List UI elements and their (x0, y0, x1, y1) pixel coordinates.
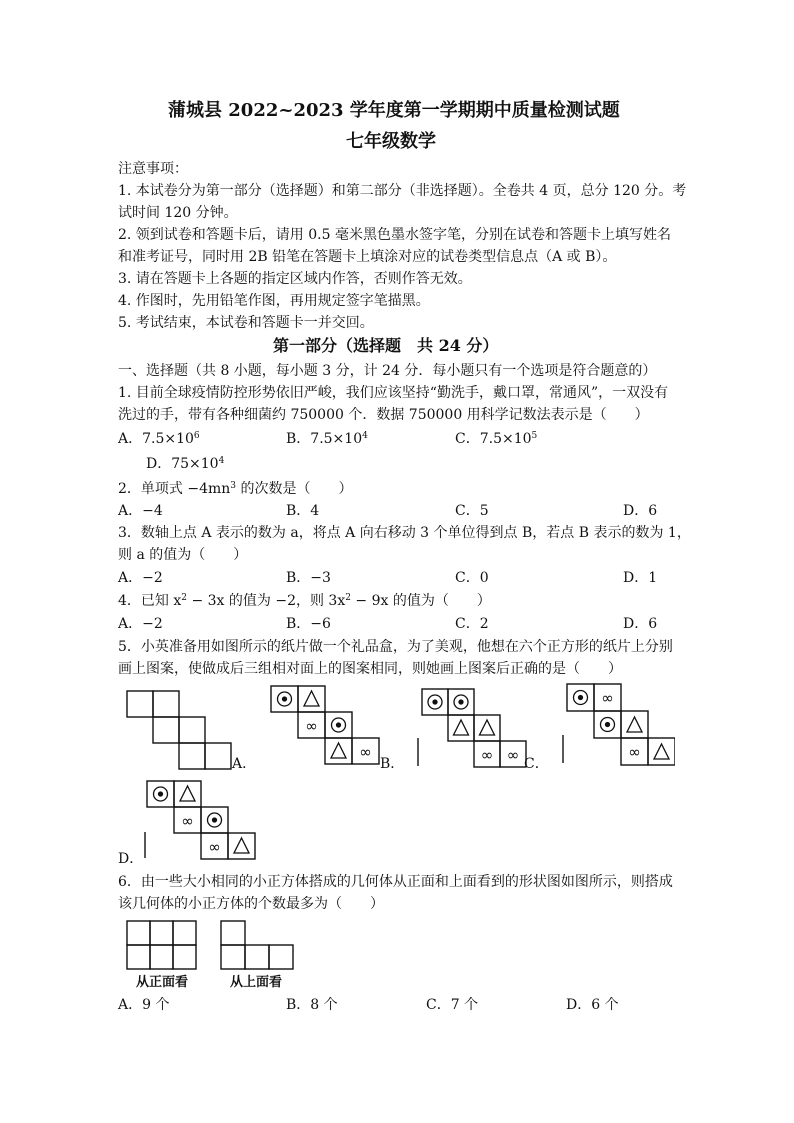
part1-instruction: 一、选择题（共 8 小题，每小题 3 分，计 24 分．每小题只有一个选项是符合题意的） (118, 363, 657, 379)
triangle-icon (480, 720, 495, 735)
q4-option-d: D．6 (623, 616, 658, 632)
q5-option-d-net-top (560, 683, 675, 767)
q2-option-c: C．5 (455, 503, 489, 519)
q1-option-a: A．$7.5\times 10^6$ (118, 431, 200, 447)
notice-line: 3. 请在答题卡上各题的指定区域内作答，否则作答无效。 (118, 271, 472, 287)
triangle-icon (627, 717, 642, 732)
q3-option-d: D．1 (623, 570, 658, 586)
infinity-icon: ∞ (181, 812, 194, 830)
q3-option-c: C．0 (455, 570, 489, 586)
exam-title: 蒲城县 2022~2023 学年度第一学期期中质量检测试题 (168, 100, 620, 121)
q5-option-c-net (415, 688, 530, 768)
triangle-icon (304, 691, 319, 706)
notice-line: 5. 考试结束，本试卷和答题卡一并交回。 (118, 315, 374, 331)
q6-top-view (220, 920, 296, 972)
q1-option-c: C．$7.5\times 10^5$ (455, 431, 538, 447)
triangle-icon (331, 743, 346, 758)
infinity-icon: ∞ (359, 743, 372, 761)
q5-option-a-label: A． (232, 756, 257, 772)
notice-line: 4. 作图时，先用铅笔作图，再用规定签字笔描黑。 (118, 293, 430, 309)
dot-circle-icon (574, 691, 588, 705)
q5-option-d-label: D． (118, 851, 144, 867)
q3-option-b: B．−3 (286, 570, 331, 586)
q5-reference-net (126, 690, 236, 770)
dot-circle-icon (332, 718, 346, 732)
q6-front-view (126, 920, 198, 972)
q6-stem: 该几何体的小正方体的个数最多为（ ） (118, 896, 384, 912)
dot-circle-icon (454, 695, 468, 709)
q2-option-b: B．4 (286, 503, 320, 519)
q2-stem: 2．单项式 $-4mn^3$ 的次数是（ ） (118, 481, 353, 497)
q5-option-b-net (270, 685, 385, 765)
q1-stem: 1. 目前全球疫情防控形势依旧严峻，我们应该坚持“勤洗手，戴口罩，常通风”，一双没有 (118, 385, 669, 401)
q4-stem: 4．已知 $x^2 - 3x$ 的值为 −2，则 $3x^2 - 9x$ 的值为（ ） (118, 593, 491, 609)
q5-stem: 5．小英准备用如图所示的纸片做一个礼品盒，为了美观，他想在六个正方形的纸片上分别 (118, 639, 673, 655)
q6-option-c: C．7 个 (426, 997, 479, 1013)
part1-heading: 第一部分（选择题 共 24 分） (273, 336, 499, 355)
dot-circle-icon (278, 692, 292, 706)
dot-circle-icon (428, 695, 442, 709)
q4-option-a: A．−2 (118, 616, 163, 632)
notice-line: 1. 本试卷分为第一部分（选择题）和第二部分（非选择题）。全卷共 4 页，总分 120 分。考 (118, 183, 687, 199)
dot-circle-icon (208, 813, 222, 827)
q6-option-b: B．8 个 (286, 997, 338, 1013)
triangle-icon (654, 744, 669, 759)
q4-option-b: B．−6 (286, 616, 331, 632)
dot-circle-icon (154, 787, 168, 801)
q3-option-a: A．−2 (118, 570, 163, 586)
q3-stem: 3．数轴上点 A 表示的数为 a，将点 A 向右移动 3 个单位得到点 B，若点 B 表示的数为 1， (118, 525, 691, 541)
q3-stem: 则 a 的值为（ ） (118, 547, 248, 563)
q5-option-c-label: C． (524, 756, 549, 772)
triangle-icon (180, 786, 195, 801)
q5-stem: 画上图案，使做成后三组相对面上的图案相同，则她画上图案后正确的是（ ） (118, 661, 622, 677)
q2-option-d: D．6 (623, 503, 658, 519)
exam-subtitle: 七年级数学 (346, 131, 436, 152)
q6-option-d: D．6 个 (566, 997, 619, 1013)
triangle-icon (454, 720, 469, 735)
q6-stem: 6．由一些大小相同的小正方体搭成的几何体从正面和上面看到的形状图如图所示，则搭成 (118, 874, 673, 890)
q1-option-d: D．$75\times 10^4$ (146, 456, 225, 472)
q6-front-label: 从正面看 (136, 975, 189, 990)
infinity-icon: ∞ (480, 746, 494, 764)
q6-top-label: 从上面看 (230, 975, 283, 990)
notice-line: 和准考证号，同时用 2B 铅笔在答题卡上填涂对应的试卷类型信息点（A 或 B）。 (118, 249, 617, 265)
infinity-icon: ∞ (208, 838, 221, 856)
q1-option-b: B．$7.5\times 10^4$ (286, 431, 368, 447)
dot-circle-icon (601, 718, 615, 732)
q6-option-a: A．9 个 (118, 997, 170, 1013)
notice-line: 2. 领到试卷和答题卡后，请用 0.5 毫米黑色墨水签字笔，分别在试卷和答题卡上填写姓名 (118, 227, 671, 243)
q5-option-b-label: B． (380, 756, 405, 772)
triangle-icon (234, 838, 249, 853)
notice-heading: 注意事项： (118, 161, 188, 177)
infinity-icon: ∞ (305, 717, 318, 735)
infinity-icon: ∞ (628, 743, 641, 761)
q5-option-d-net (142, 780, 257, 862)
q2-option-a: A．−4 (118, 503, 163, 519)
infinity-icon: ∞ (506, 746, 520, 764)
notice-line: 试时间 120 分钟。 (118, 205, 238, 221)
q1-stem: 洗过的手，带有各种细菌约 750000 个．数据 750000 用科学记数法表示是（ ） (118, 407, 649, 423)
q4-option-c: C．2 (455, 616, 489, 632)
infinity-icon: ∞ (601, 689, 614, 707)
